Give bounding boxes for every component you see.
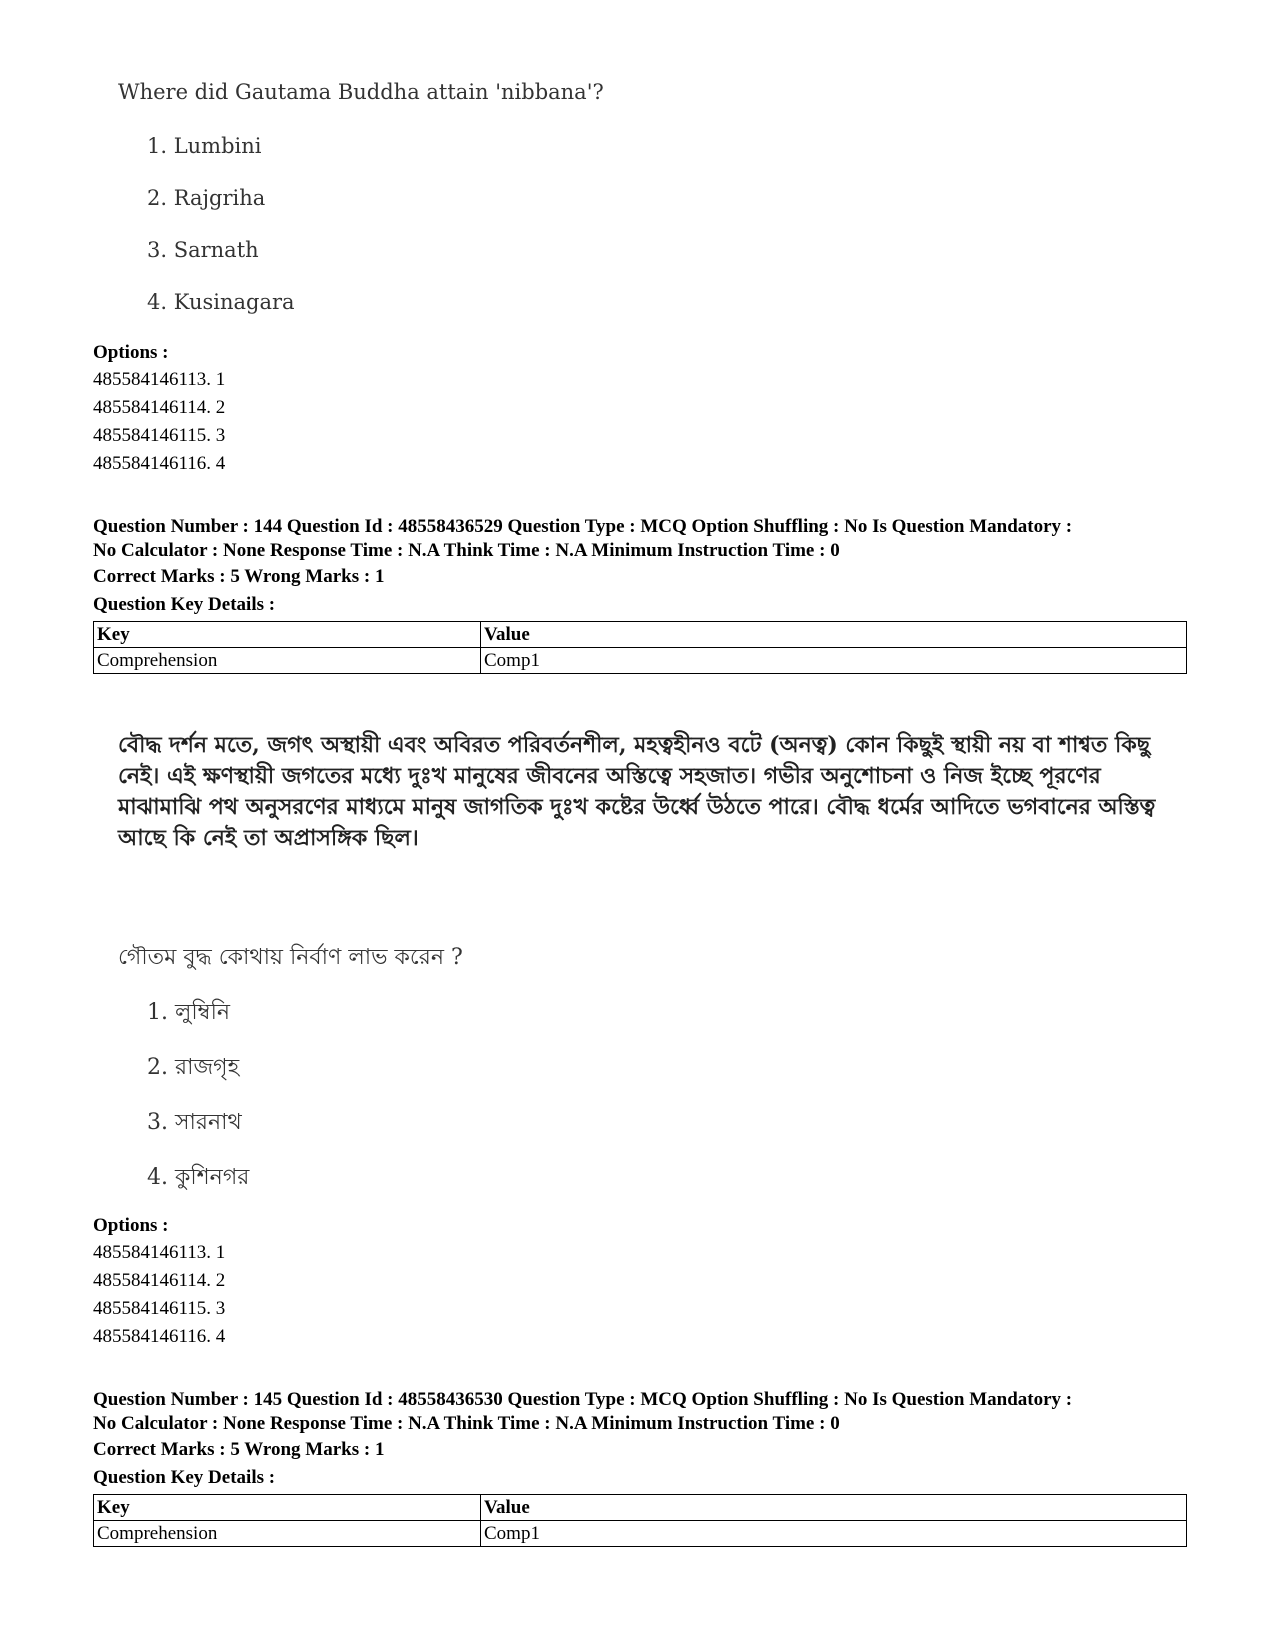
key-details-label: Question Key Details :: [93, 594, 276, 615]
table-row: [94, 648, 1187, 674]
table-header-key: Key: [94, 1495, 481, 1521]
choice-bengali-2: 2. রাজগৃহ: [147, 1055, 240, 1080]
table-cell-value: Comp1: [481, 648, 1187, 674]
choice-bengali-4: 4. কুশিনগর: [147, 1165, 250, 1190]
option-line: 485584146116. 4: [93, 1326, 226, 1347]
choice-english-3: 3. Sarnath: [147, 238, 259, 262]
question-text-bengali: গৌতম বুদ্ধ কোথায় নির্বাণ লাভ করেন ?: [118, 945, 463, 970]
table-header-row: [94, 1495, 1187, 1521]
table-cell-key: Comprehension: [94, 648, 481, 674]
choice-english-2: 2. Rajgriha: [147, 186, 266, 210]
choice-bengali-3: 3. সারনাথ: [147, 1110, 242, 1135]
table-header-key: Key: [94, 622, 481, 648]
marks-line: Correct Marks : 5 Wrong Marks : 1: [93, 1439, 385, 1460]
table-header-value: Value: [481, 1495, 1187, 1521]
table-header-value: Value: [481, 622, 1187, 648]
choice-bengali-1: 1. লুম্বিনি: [147, 1000, 231, 1025]
comprehension-passage-bengali: বৌদ্ধ দর্শন মতে, জগৎ অস্থায়ী এবং অবিরত পরিবর্তনশীল, মহত্বহীনও বটে (অনত্ব) কোন কিছুই স্থায়ী নয় বা শাশ্বত কিছু নেই। এই ক্ষণস্থায়ী জগতের মধ্যে দুঃখ মানুষের জীবনের অস্তিত্বে সহজাত। গভীর অনুশোচনা ও নিজ ইচ্ছে পূরণের মাঝামাঝি পথ অনুসরণের মাধ্যমে মানুষ জাগতিক দুঃখ কষ্টের উর্ধ্বে উঠতে পারে। বৌদ্ধ ধর্মের আদিতে ভগবানের অস্তিত্ব আছে কি নেই তা অপ্রাসঙ্গিক ছিল।: [118, 732, 1156, 851]
question-header-line-2: No Calculator : None Response Time : N.A Think Time : N.A Minimum Instruction Time : 0: [93, 540, 840, 561]
question-header-line-1: Question Number : 145 Question Id : 48558436530 Question Type : MCQ Option Shuffling : No Is Question Mandatory :: [93, 1389, 1073, 1410]
table-row: [94, 1521, 1187, 1547]
question-header: [93, 515, 1193, 563]
table-cell-key: Comprehension: [94, 1521, 481, 1547]
option-line: 485584146115. 3: [93, 1298, 226, 1319]
table-cell-value: Comp1: [481, 1521, 1187, 1547]
question-header-line-1: Question Number : 144 Question Id : 48558436529 Question Type : MCQ Option Shuffling : No Is Question Mandatory :: [93, 516, 1073, 537]
key-details-table: [93, 621, 1187, 674]
question-header-line-2: No Calculator : None Response Time : N.A Think Time : N.A Minimum Instruction Time : 0: [93, 1413, 840, 1434]
choice-english-4: 4. Kusinagara: [147, 290, 295, 314]
question-text-english: Where did Gautama Buddha attain 'nibbana'?: [118, 80, 604, 104]
options-heading: Options :: [93, 1215, 169, 1236]
options-heading: Options :: [93, 342, 169, 363]
option-line: 485584146113. 1: [93, 1242, 226, 1263]
option-line: 485584146116. 4: [93, 453, 226, 474]
table-header-row: [94, 622, 1187, 648]
choice-english-1: 1. Lumbini: [147, 134, 262, 158]
key-details-table: [93, 1494, 1187, 1547]
option-line: 485584146115. 3: [93, 425, 226, 446]
marks-line: Correct Marks : 5 Wrong Marks : 1: [93, 566, 385, 587]
key-details-label: Question Key Details :: [93, 1467, 276, 1488]
question-header: [93, 1388, 1193, 1436]
option-line: 485584146114. 2: [93, 397, 226, 418]
option-line: 485584146114. 2: [93, 1270, 226, 1291]
option-line: 485584146113. 1: [93, 369, 226, 390]
